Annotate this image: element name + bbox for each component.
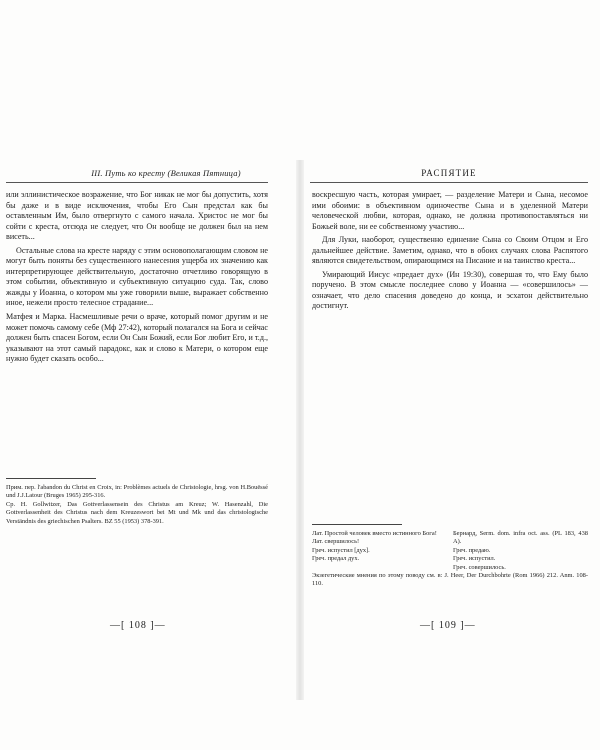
running-head-right: РАСПЯТИЕ <box>421 168 477 178</box>
footnote-col-right <box>453 530 588 572</box>
paragraph: воскресшую часть, которая умирает, — разделение Матери и Сына, несомое ими обоими: в объективном одиночестве Сына и в уделенной Матери человеческой любви, которая, однако, не должна противопоставляться ни Божьей воле, ни ее собственному участию... <box>312 190 588 231</box>
footnote: Греч. совершилось. <box>453 563 506 571</box>
footnote: Бернард, Serm. dom. infra oct. ass. (PL 183, 438 A). <box>453 530 588 546</box>
right-page <box>304 168 594 688</box>
paragraph: Умирающий Иисус «предает дух» (Ин 19:30), совершая то, что Ему было поручено. В этом смысле последнее слово у Иоанна — «совершилось» — означает, что дело спасения доведено до конца, и эсхатон действительно достигнут. <box>312 269 588 311</box>
book-gutter <box>296 160 304 700</box>
footnote: Греч. предал дух. <box>312 555 360 563</box>
body-text-right <box>312 190 588 315</box>
footnote: Прим. пер. l'abandon du Christ en Croix, in: Problèmes actuels de Christologie, hrsg. von H.Bouëssé und J.J.Latour (Bruges 1965) 295-316. <box>6 484 268 500</box>
footnote: Экзегетические мнения по этому поводу см. в: J. Heer, Der Durchbohrte (Rom 1966) 212. Anm. 108-110. <box>312 572 588 588</box>
footnote-grid <box>312 530 588 572</box>
page-number-left: —[ 108 ]— <box>110 620 166 631</box>
body-text-left <box>6 190 268 368</box>
head-rule-right <box>310 182 588 183</box>
paragraph: Матфея и Марка. Насмешливые речи о враче, который помог другим и не может помочь самому себе (Мф 27:42), который полагался на Бога и сейчас должен быть спасен Богом, если Он Сын Божий, если Бог любит Его, и т.д., указывают на этот самый парадокс, как и слово к Матери, о котором еще нужно будет сказать особо... <box>6 312 268 364</box>
paragraph: Для Луки, наоборот, существенно единение Сына со Своим Отцом и Его дальнейшее действие. Заметим, однако, что в обоих случаях слова Распятого являются свидетельством, опирающимся на Писание и на таинство креста... <box>312 235 588 266</box>
footnote: Ср. H. Gollwitzer, Das Gottverlassensein des Christus am Kreuz; W. Hasenzahl, Die Gottverlassenheit des Christus nach dem Kreuzeswort bei Mt und Mk und das christologische Verständnis des griechischen Psalters. BZ 55 (1953) 378-391. <box>6 500 268 525</box>
footnote-rule-left <box>6 478 96 479</box>
footnote: Лат. Простой человек вместо истинного Бога! <box>312 530 437 537</box>
running-head-left: III. Путь ко кресту (Великая Пятница) <box>91 168 241 178</box>
footnote-col-left <box>312 530 447 572</box>
left-page <box>6 168 296 688</box>
paragraph: Остальные слова на кресте наряду с этим основополагающим словом не могут быть поняты без существенного нанесения ущерба их значению как интерпретирующее действительную, достаточно отчетливо говорящую в этом событии, объективную и субъективную ситуацию суда. Так, слово жажды у Иоанна, о котором мы уже говорили выше, выражает собственно иное, нежели просто телесное страдание... <box>6 245 268 308</box>
footnotes-left <box>6 484 268 526</box>
footnote: Лат. свершилось! <box>312 538 360 546</box>
footnote: Греч. предаю. <box>453 546 491 554</box>
footnote-rule-right <box>312 524 402 525</box>
footnote: Греч. испустил [дух]. <box>312 546 370 554</box>
paragraph: или эллинистическое возражение, что Бог никак не мог бы допустить, хотя бы даже и в виде исключения, чтобы Его Сын предстал как бы оставленным Им, было отвергнуто с самого начала. Христос не мог бы сойти с креста, отсюда не следует, что Он вообще не должен был на нем висеть... <box>6 190 268 242</box>
footnotes-right <box>312 530 588 589</box>
page-number-right: —[ 109 ]— <box>420 620 476 631</box>
head-rule-left <box>6 182 268 183</box>
footnote: Греч. испустил. <box>453 555 496 563</box>
